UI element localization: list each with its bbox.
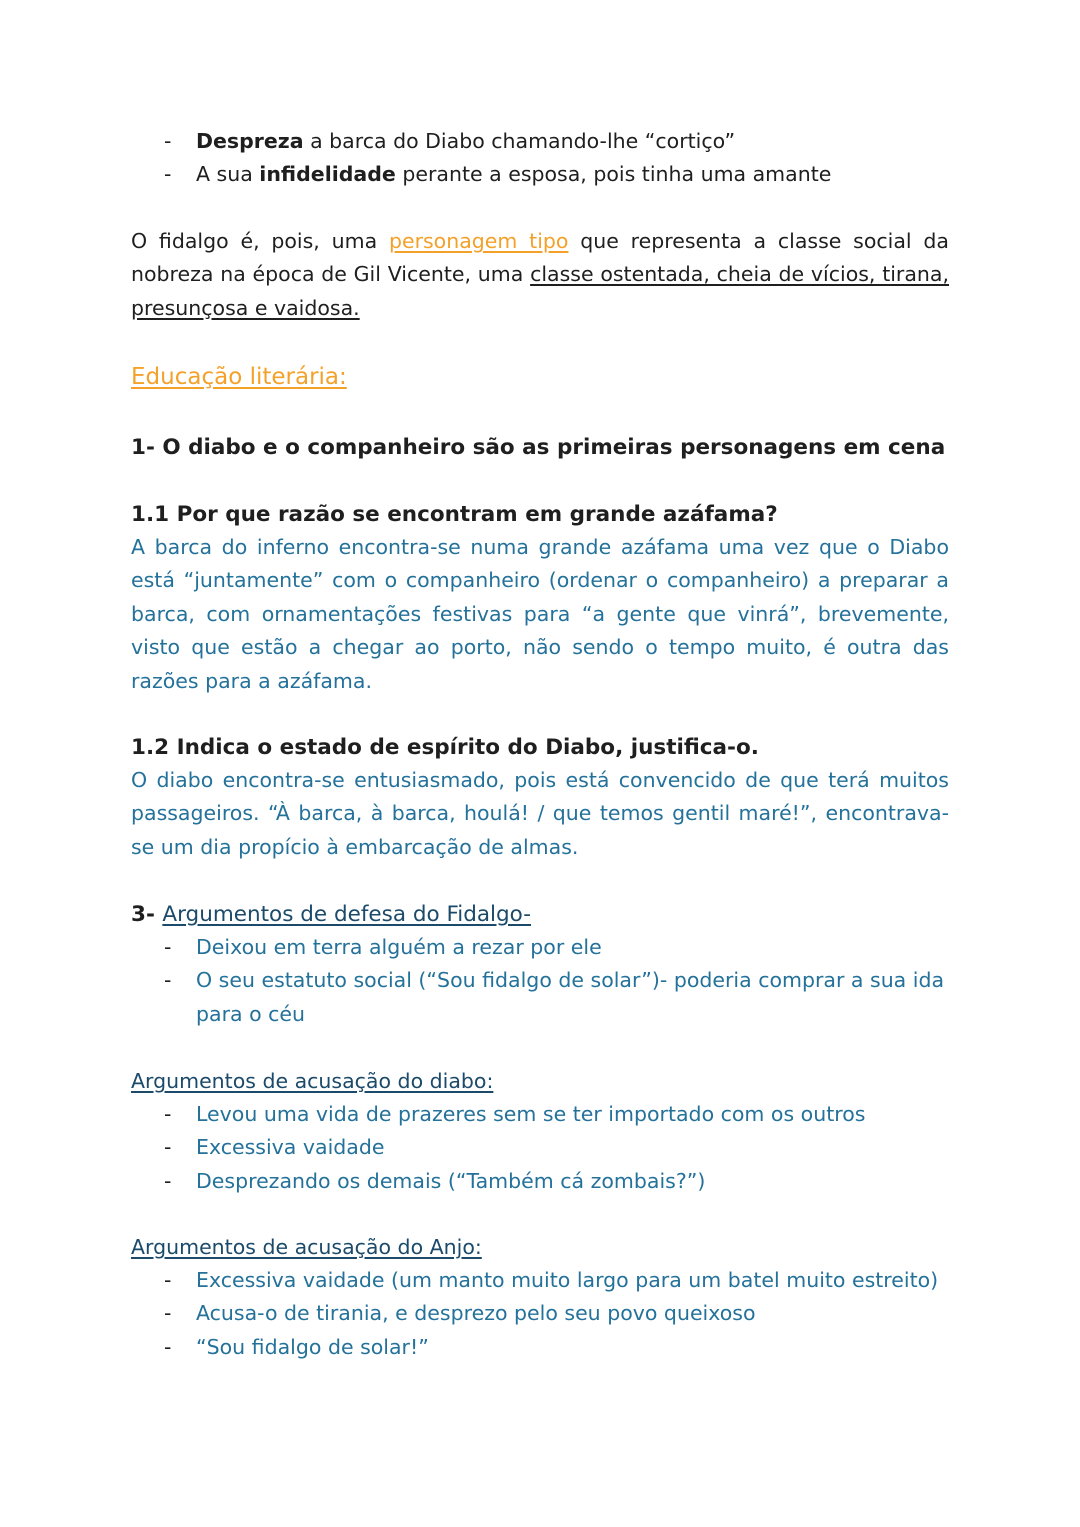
list-item: - Desprezando os demais (“Também cá zombais?”) xyxy=(131,1165,949,1198)
acusacao-diabo-title: Argumentos de acusação do diabo: xyxy=(131,1069,494,1093)
list-item-text: perante a esposa, pois tinha uma amante xyxy=(395,162,832,187)
list-item-text: A sua xyxy=(196,162,260,187)
question-number: 3- xyxy=(131,902,163,927)
question-3-heading xyxy=(131,898,949,931)
list-item: - Excessiva vaidade xyxy=(131,1131,949,1164)
list-item: - Levou uma vida de prazeres sem se ter importado com os outros xyxy=(131,1098,949,1131)
personagem-tipo-link[interactable]: personagem tipo xyxy=(388,229,569,253)
question-1-1-answer: A barca do inferno encontra-se numa grande azáfama uma vez que o Diabo está “juntamente” com o companheiro (ordenar o companheiro) a preparar a barca, com ornamentações festivas para “a gente que vinrá”, brevemente, visto que estão a chegar ao porto, não sendo o tempo muito, é outra das razões para a azáfama. xyxy=(131,535,949,693)
list-item: - Acusa-o de tirania, e desprezo pelo seu povo queixoso xyxy=(131,1297,949,1330)
acusacao-anjo-list xyxy=(131,1264,949,1364)
question-1-1-title: 1.1 Por que razão se encontram em grande azáfama? xyxy=(131,502,778,527)
list-item: - “Sou fidalgo de solar!” xyxy=(131,1331,949,1364)
question-1: 1- O diabo e o companheiro são as primeiras personagens em cena xyxy=(131,435,946,460)
bold-term: infidelidade xyxy=(259,162,396,187)
paragraph-text: que representa a classe social da nobreza na época de Gil Vicente, uma xyxy=(131,229,949,287)
acusacao-anjo-title: Argumentos de acusação do Anjo: xyxy=(131,1235,482,1259)
paragraph-text: O fidalgo é, pois, uma xyxy=(131,229,389,253)
question-1-2-title: 1.2 Indica o estado de espírito do Diabo, justifica-o. xyxy=(131,735,759,760)
list-item: - O seu estatuto social (“Sou fidalgo de solar”)- poderia comprar a sua ida para o céu xyxy=(131,964,949,1031)
defesa-title: Argumentos de defesa do Fidalgo- xyxy=(162,902,531,927)
fidalgo-paragraph xyxy=(131,225,949,325)
defesa-list xyxy=(131,931,949,1031)
list-item: - Excessiva vaidade (um manto muito largo para um batel muito estreito) xyxy=(131,1264,949,1297)
bold-term: Despreza xyxy=(196,129,304,153)
list-item: - Deixou em terra alguém a rezar por ele xyxy=(131,931,949,964)
question-1-2-answer: O diabo encontra-se entusiasmado, pois está convencido de que terá muitos passageiros. “À barca, à barca, houlá! / que temos gentil maré!”, encontrava-se um dia propício à embarcação de almas. xyxy=(131,768,949,859)
underlined-text: classe ostentada, cheia de vícios, tirana, presunçosa e vaidosa. xyxy=(131,262,949,320)
list-item xyxy=(131,125,949,158)
acusacao-diabo-list xyxy=(131,1098,949,1198)
list-item-text: a barca do Diabo chamando-lhe “cortiço” xyxy=(303,129,736,153)
list-item xyxy=(131,158,949,191)
vicios-list xyxy=(131,125,949,192)
section-title: Educação literária: xyxy=(131,364,347,390)
